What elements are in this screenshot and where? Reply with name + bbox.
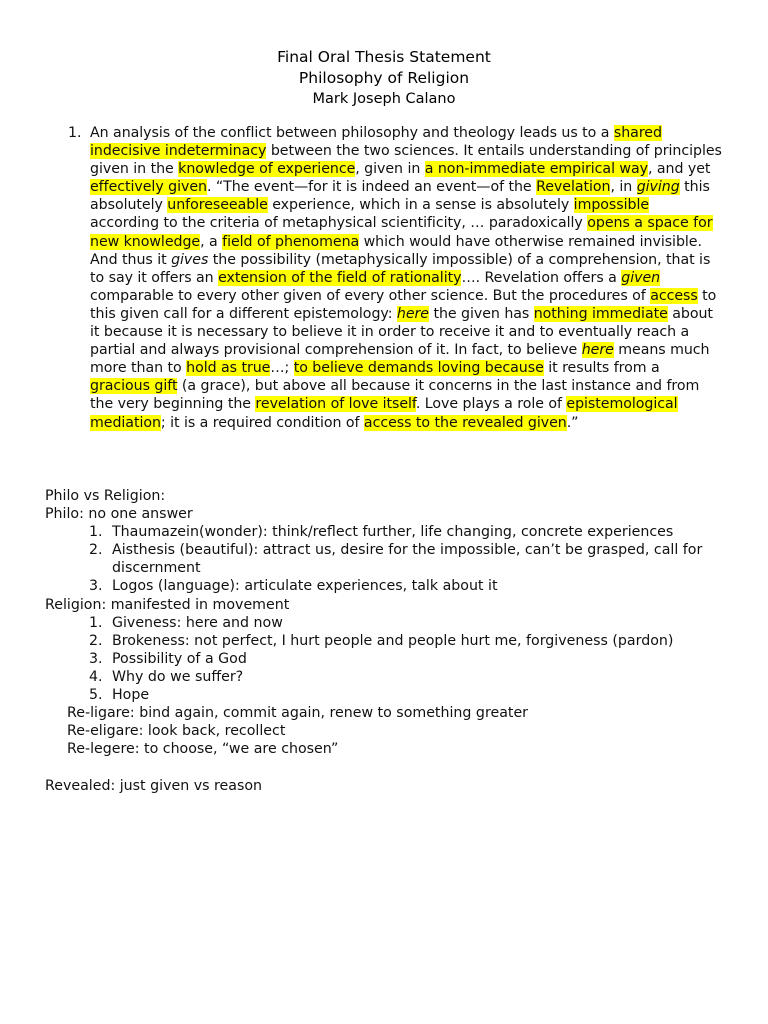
revealed-note: Revealed: just given vs reason bbox=[45, 777, 263, 794]
thesis-text-run: according to the criteria of metaphysical scientificity, … paradoxically bbox=[90, 215, 588, 232]
highlighted-phrase: impossible bbox=[573, 197, 650, 214]
thesis-text-run: , and yet bbox=[647, 161, 711, 178]
list-text: Aisthesis (beautiful): attract us, desire for the impossible, can’t be grasped, call for discernment bbox=[112, 542, 703, 577]
list-text: Brokeness: not perfect, I hurt people and people hurt me, forgiveness (pardon) bbox=[112, 632, 674, 649]
thesis-statement bbox=[68, 124, 722, 432]
highlighted-phrase: extension of the field of rationality bbox=[218, 269, 462, 286]
thesis-paragraph bbox=[90, 124, 722, 432]
philo-label: Philo: no one answer bbox=[45, 506, 193, 523]
list-number: 4. bbox=[89, 668, 103, 685]
list-item bbox=[45, 686, 745, 704]
blank-line bbox=[45, 758, 745, 776]
list-item bbox=[45, 668, 745, 686]
highlighted-phrase: effectively given bbox=[90, 179, 207, 196]
thesis-text-run: to this given call for a different epistemology: bbox=[90, 287, 717, 322]
list-item bbox=[45, 577, 745, 595]
thesis-number: 1. bbox=[68, 125, 82, 141]
notes-heading: Philo vs Religion: bbox=[45, 488, 166, 504]
thesis-text-run: about it because it is necessary to believe it in order to receive it and to eventually reach a partial and always provisional comprehension of it. In fact, to believe bbox=[90, 305, 713, 359]
list-text: Logos (language): articulate experiences, talk about it bbox=[112, 578, 498, 595]
thesis-text-run: . “The event—for it is indeed an event—of the bbox=[206, 179, 537, 196]
list-number: 2. bbox=[89, 632, 103, 649]
list-number: 5. bbox=[89, 687, 103, 704]
thesis-text-run: experience, which in a sense is absolutely bbox=[267, 197, 574, 214]
highlighted-phrase: opens a space for new knowledge bbox=[90, 215, 713, 250]
religion-label: Religion: manifested in movement bbox=[45, 596, 290, 613]
thesis-text-run: An analysis of the conflict between philosophy and theology leads us to a bbox=[90, 125, 614, 141]
thesis-text-run: which would have otherwise remained invisible. And thus it bbox=[90, 233, 702, 268]
highlighted-phrase: knowledge of experience bbox=[178, 161, 356, 178]
highlighted-phrase: here bbox=[581, 342, 614, 359]
list-text: Hope bbox=[112, 687, 150, 704]
document-title: Final Oral Thesis Statement bbox=[277, 48, 491, 66]
etymology-line: Re-eligare: look back, recollect bbox=[67, 723, 286, 740]
list-number: 1. bbox=[89, 524, 103, 541]
thesis-text-run: ; it is a required condition of bbox=[160, 414, 364, 431]
etymology-line: Re-ligare: bind again, commit again, renew to something greater bbox=[67, 705, 529, 722]
highlighted-phrase: a non-immediate empirical way bbox=[424, 161, 648, 178]
highlighted-phrase: access to the revealed given bbox=[363, 414, 567, 431]
thesis-text-run: (a grace), but above all because it concerns in the last instance and from the very beginning the bbox=[90, 378, 700, 413]
highlighted-phrase: given bbox=[621, 269, 661, 286]
highlighted-phrase: shared indecisive indeterminacy bbox=[90, 125, 662, 160]
thesis-text-run: the given has bbox=[429, 305, 534, 322]
thesis-text-run: . Love plays a role of bbox=[415, 396, 567, 413]
list-text: Why do we suffer? bbox=[112, 668, 244, 685]
highlighted-phrase: here bbox=[396, 305, 429, 322]
list-number: 3. bbox=[89, 650, 103, 667]
thesis-text-run: the possibility (metaphysically impossible) of a comprehension, that is to say it offers an bbox=[90, 251, 711, 286]
highlighted-phrase: epistemological mediation bbox=[90, 396, 678, 431]
list-item bbox=[45, 650, 745, 668]
highlighted-phrase: gracious gift bbox=[90, 378, 178, 395]
etymology-line: Re-legere: to choose, “we are chosen” bbox=[67, 741, 339, 758]
list-number: 1. bbox=[89, 614, 103, 631]
list-number: 2. bbox=[89, 542, 103, 559]
thesis-text-run: means much more than to bbox=[90, 342, 710, 377]
list-item bbox=[45, 541, 745, 577]
highlighted-phrase: hold as true bbox=[186, 360, 271, 377]
thesis-text-run: comparable to every other given of every other science. But the procedures of bbox=[90, 287, 651, 304]
highlighted-phrase: nothing immediate bbox=[533, 305, 668, 322]
list-item bbox=[45, 523, 745, 541]
thesis-text-run: , given in bbox=[355, 161, 425, 178]
thesis-text-run: …. Revelation offers a bbox=[461, 269, 622, 286]
highlighted-phrase: to believe demands loving because bbox=[293, 360, 544, 377]
thesis-text-run: between the two sciences. It entails understanding of principles given in the bbox=[90, 143, 722, 178]
thesis-text-run: this absolutely bbox=[90, 179, 710, 214]
document-subtitle: Philosophy of Religion bbox=[298, 69, 470, 87]
highlighted-phrase: revelation of love itself bbox=[255, 396, 416, 413]
list-item bbox=[45, 614, 745, 632]
highlighted-phrase: unforeseeable bbox=[167, 197, 268, 214]
lecture-notes bbox=[45, 487, 745, 795]
list-text: Thaumazein(wonder): think/reflect further, life changing, concrete experiences bbox=[112, 524, 674, 541]
thesis-text-run: .” bbox=[566, 414, 579, 431]
list-text: Possibility of a God bbox=[112, 650, 247, 667]
document-author: Mark Joseph Calano bbox=[312, 91, 456, 107]
highlighted-phrase: field of phenomena bbox=[222, 233, 360, 250]
list-number: 3. bbox=[89, 578, 103, 595]
highlighted-phrase: giving bbox=[636, 179, 680, 196]
highlighted-phrase: Revelation bbox=[536, 179, 611, 196]
highlighted-phrase: access bbox=[650, 287, 698, 304]
thesis-text-run: gives bbox=[171, 251, 209, 268]
thesis-text-run: , in bbox=[610, 179, 637, 196]
thesis-text-run: it results from a bbox=[543, 360, 660, 377]
list-item bbox=[45, 632, 745, 650]
list-text: Giveness: here and now bbox=[112, 614, 283, 631]
thesis-text-run: …; bbox=[270, 360, 294, 377]
thesis-text-run: , a bbox=[200, 233, 223, 250]
